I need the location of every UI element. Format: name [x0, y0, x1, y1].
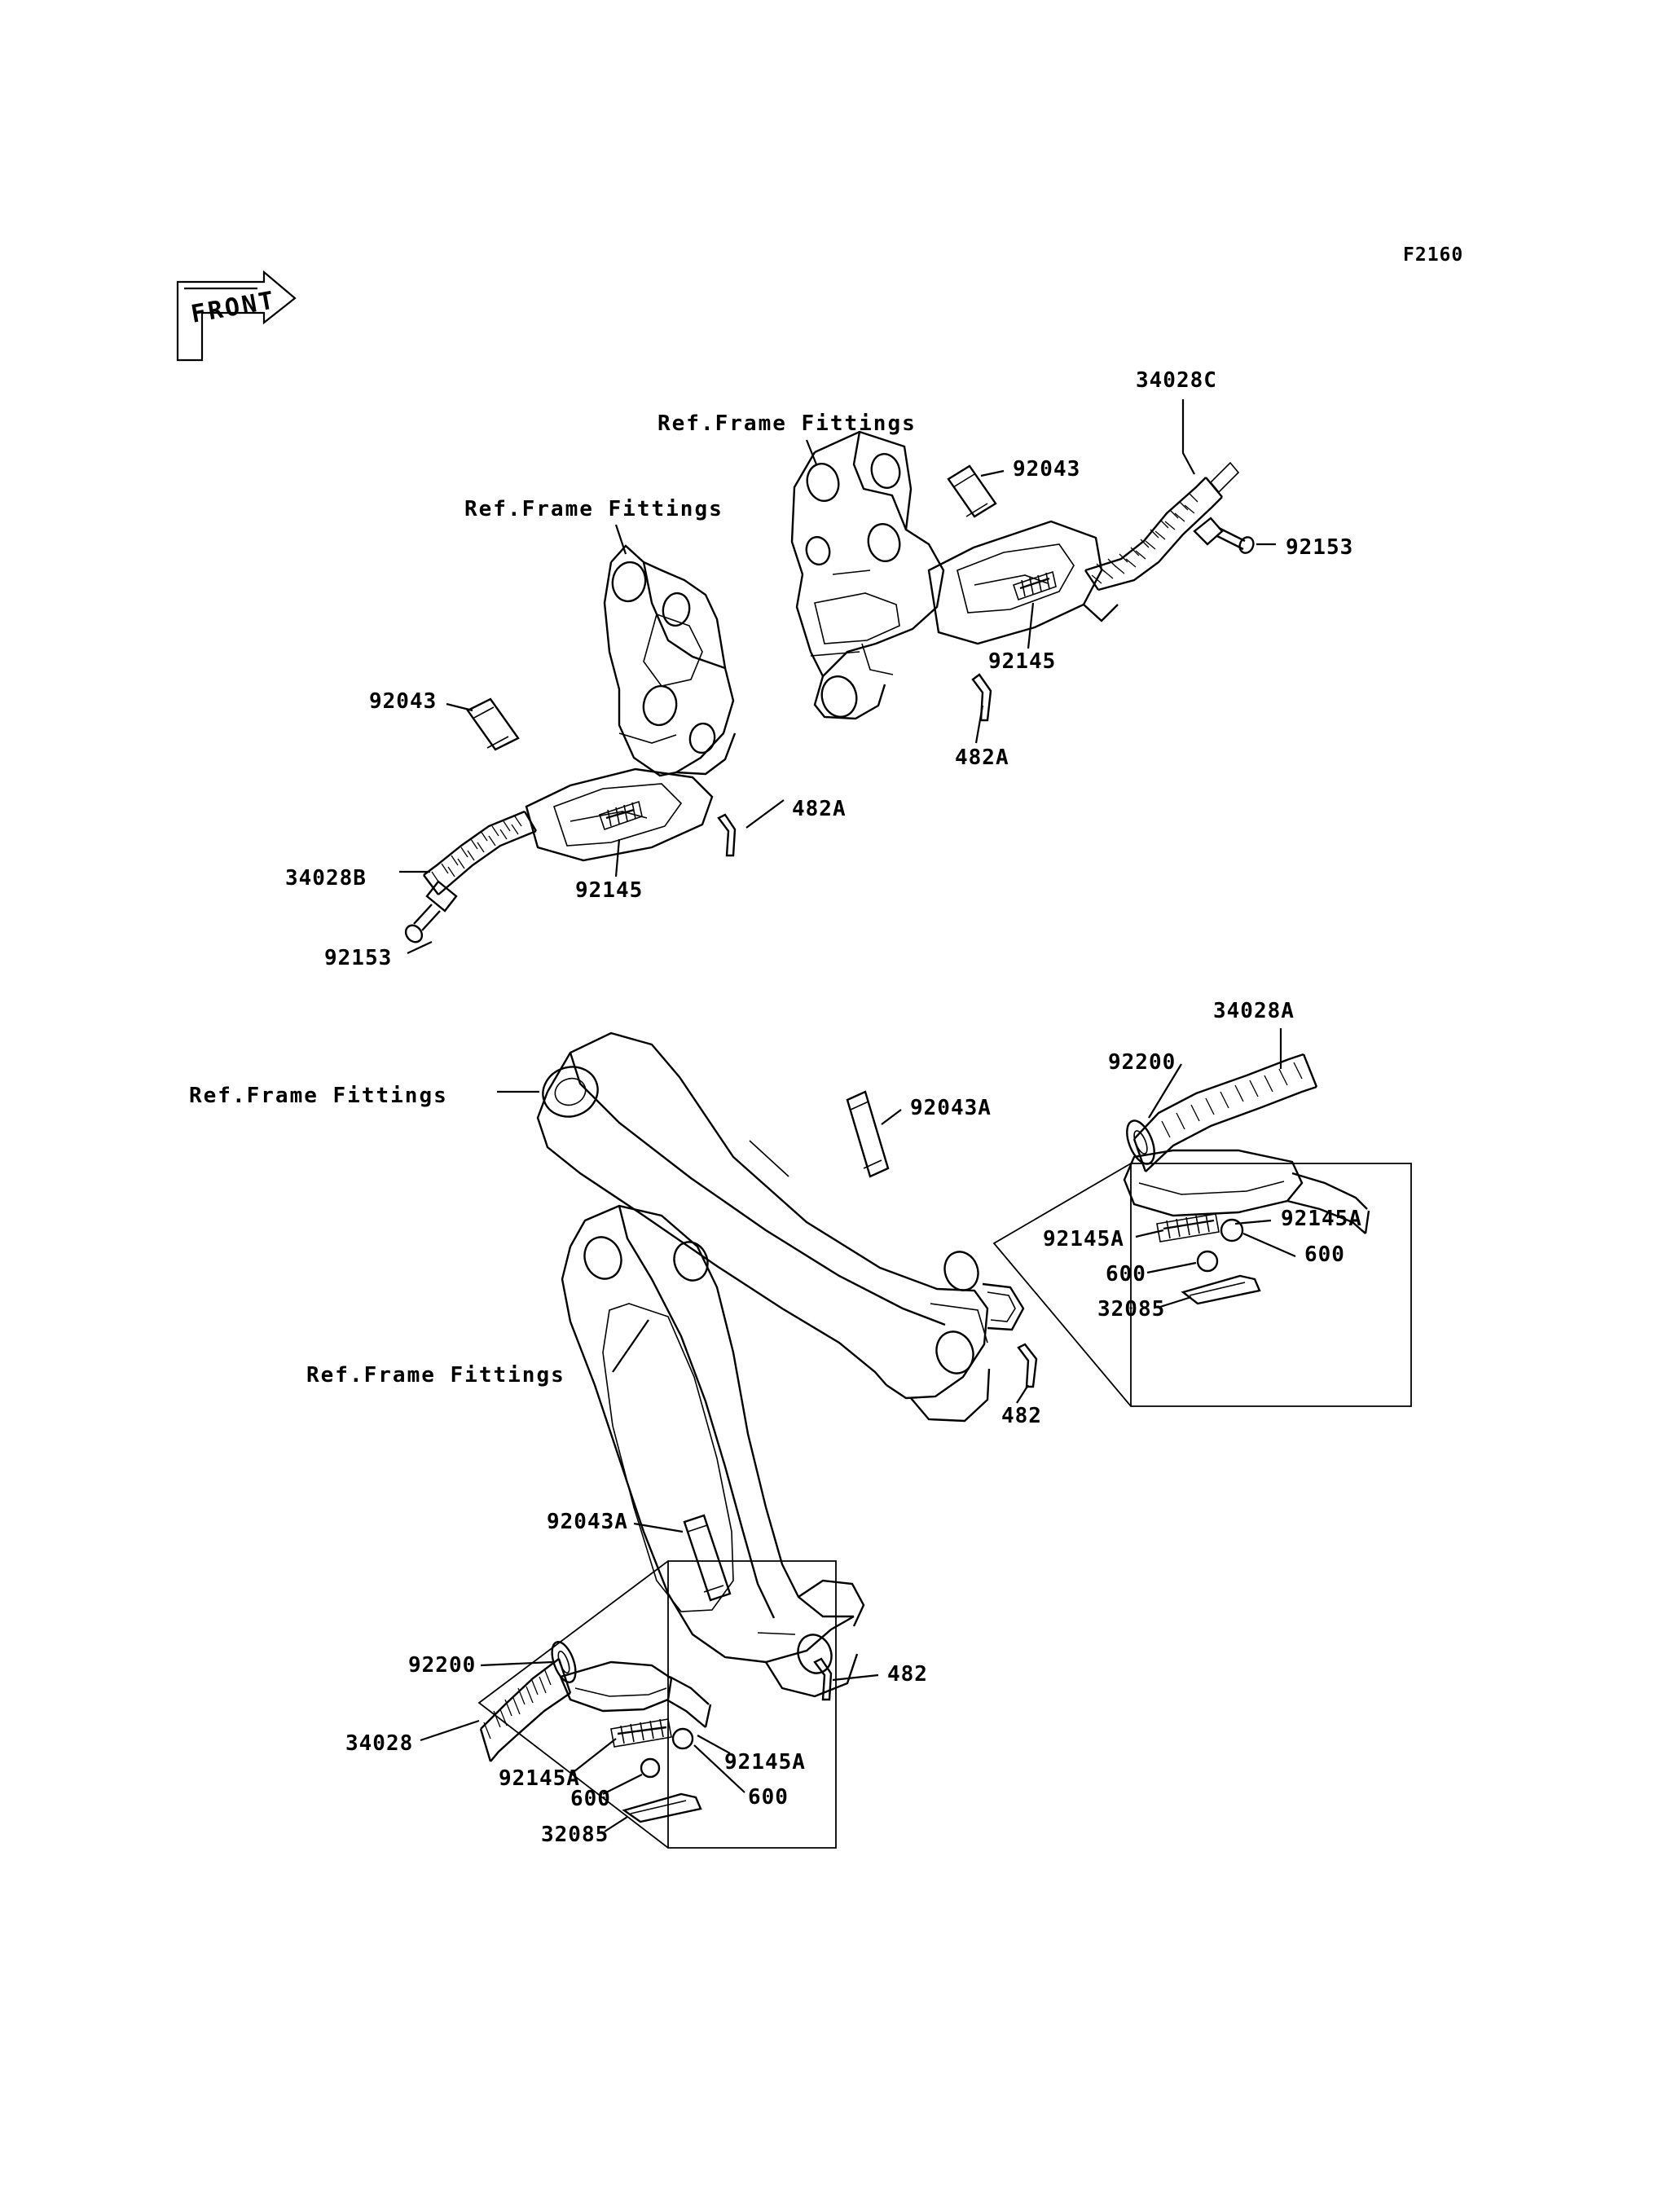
label-part-92145-a: 92145 — [988, 649, 1057, 674]
label-part-600-b: 600 — [1106, 1262, 1146, 1286]
bolt-92153-upper — [1194, 518, 1256, 555]
label-part-92145-b: 92145 — [575, 878, 644, 903]
label-part-92043A-b: 92043A — [547, 1510, 628, 1534]
pin-32085-left — [624, 1794, 701, 1822]
label-part-600-d: 600 — [570, 1787, 611, 1811]
pin-92043A-lower — [684, 1515, 730, 1600]
lower-rear-bracket-upper — [536, 1033, 1023, 1421]
label-part-92043-a: 92043 — [1013, 457, 1081, 482]
label-part-92145A-d: 92145A — [499, 1766, 580, 1791]
pin-32085-right — [1183, 1276, 1260, 1304]
label-part-482-a: 482 — [1001, 1404, 1042, 1428]
label-part-92200-a: 92200 — [1108, 1050, 1176, 1075]
label-part-92145A-b: 92145A — [1043, 1227, 1124, 1251]
label-part-92153-b: 92153 — [324, 946, 393, 970]
pin-92043A-upper — [847, 1092, 888, 1176]
label-part-482A-b: 482A — [792, 797, 847, 821]
label-part-32085-b: 32085 — [541, 1823, 609, 1847]
spring-92145A-left — [611, 1719, 671, 1747]
sheet-code: F2160 — [1403, 244, 1464, 266]
label-ref-frame-fittings-3: Ref.Frame Fittings — [189, 1084, 448, 1108]
label-part-34028A: 34028A — [1213, 999, 1295, 1023]
label-part-34028: 34028 — [345, 1731, 414, 1756]
cotter-482-right — [1018, 1344, 1036, 1387]
label-part-92043-b: 92043 — [369, 689, 438, 714]
label-part-92153-a: 92153 — [1286, 535, 1354, 560]
label-part-34028B: 34028B — [285, 866, 367, 891]
label-part-92043A-a: 92043A — [910, 1096, 992, 1120]
label-part-92145A-a: 92145A — [1281, 1207, 1362, 1231]
label-ref-frame-fittings-2: Ref.Frame Fittings — [464, 497, 723, 521]
label-part-600-c: 600 — [748, 1785, 789, 1810]
upper-rear-bracket — [792, 432, 943, 720]
washer-600-left-b — [641, 1759, 659, 1777]
cotter-482A-left — [719, 815, 735, 855]
lower-rear-bracket-lower — [562, 1206, 864, 1696]
washer-600-right-b — [1198, 1251, 1217, 1271]
spring-92145A-right — [1157, 1214, 1219, 1242]
label-part-482A-a: 482A — [955, 745, 1009, 770]
washer-600-left-a — [673, 1729, 693, 1748]
bolt-92153-lower-left — [402, 882, 456, 945]
label-part-482-b: 482 — [887, 1662, 928, 1687]
label-ref-frame-fittings-4: Ref.Frame Fittings — [306, 1363, 565, 1388]
label-ref-frame-fittings-1: Ref.Frame Fittings — [657, 411, 917, 436]
front-badge-label: FRONT — [188, 286, 279, 329]
label-part-92200-b: 92200 — [408, 1653, 477, 1678]
footrest-34028C — [1085, 463, 1238, 590]
upper-left-bracket — [605, 546, 735, 776]
label-part-34028C: 34028C — [1136, 368, 1217, 393]
upper-right-holder — [929, 521, 1118, 644]
label-part-32085-a: 32085 — [1097, 1297, 1166, 1322]
pin-92043-left — [468, 699, 518, 750]
label-part-600-a: 600 — [1304, 1242, 1345, 1267]
exploded-box-right — [994, 1163, 1411, 1406]
label-part-92145A-c: 92145A — [724, 1750, 806, 1775]
